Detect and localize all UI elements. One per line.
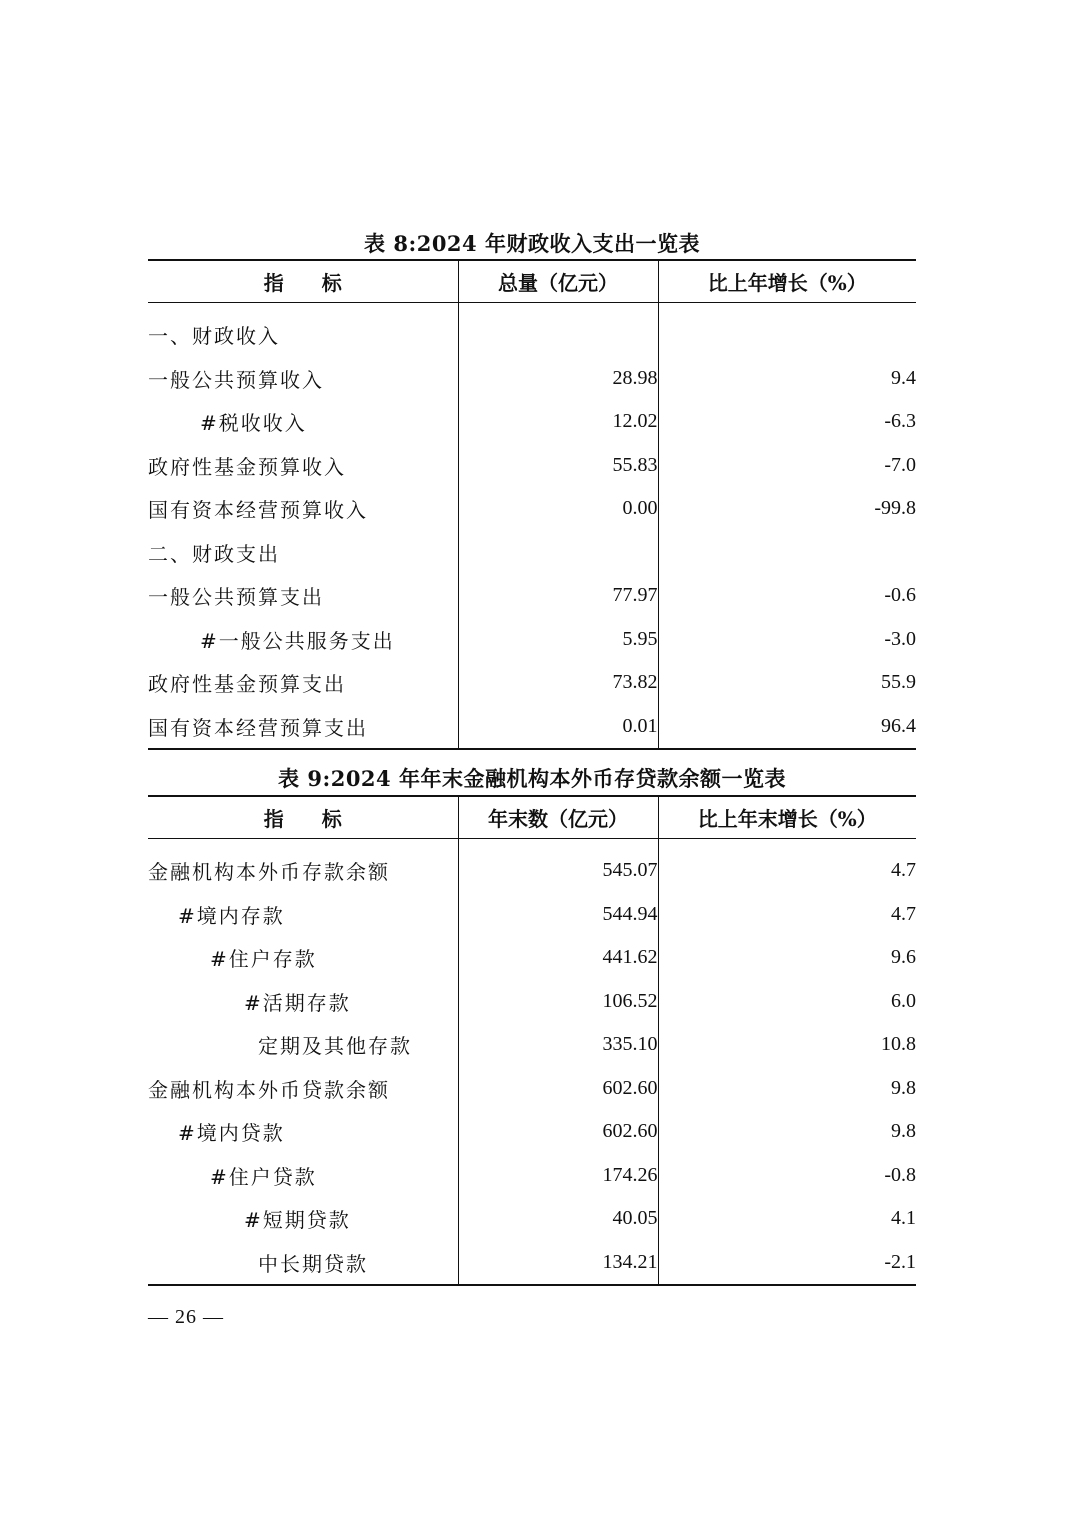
row-label: #住户贷款 — [210, 1164, 317, 1189]
table-row — [148, 357, 916, 401]
row-growth: -0.8 — [658, 1154, 916, 1198]
table-row — [148, 1023, 916, 1067]
table-row — [148, 574, 916, 618]
row-growth: -2.1 — [658, 1241, 916, 1286]
row-label: #短期贷款 — [244, 1208, 351, 1233]
row-label: #住户存款 — [210, 947, 317, 972]
row-value: 73.82 — [458, 661, 658, 705]
row-label: 一、财政收入 — [148, 324, 280, 349]
row-value: 77.97 — [458, 574, 658, 618]
row-label: #境内存款 — [178, 903, 285, 928]
row-growth: 96.4 — [658, 705, 916, 750]
table-row — [148, 618, 916, 662]
row-growth: 9.6 — [658, 936, 916, 980]
row-value: 12.02 — [458, 400, 658, 444]
table9-header-indicator: 指 标 — [148, 796, 458, 839]
row-label: #境内贷款 — [178, 1121, 285, 1146]
row-growth: -6.3 — [658, 400, 916, 444]
table9-title: 表 9:2024 年年末金融机构本外币存贷款余额一览表 — [278, 766, 786, 791]
row-growth: 55.9 — [658, 661, 916, 705]
table8-header-growth: 比上年增长（%） — [658, 260, 916, 303]
row-value: 0.00 — [458, 487, 658, 531]
row-label: 金融机构本外币存款余额 — [148, 860, 390, 885]
table8-header-total: 总量（亿元） — [458, 260, 658, 303]
table-row — [148, 531, 916, 575]
table9-header-row — [148, 796, 916, 839]
row-value: 106.52 — [458, 980, 658, 1024]
row-value: 602.60 — [458, 1067, 658, 1111]
row-growth: -99.8 — [658, 487, 916, 531]
table-row — [148, 661, 916, 705]
row-value: 544.94 — [458, 893, 658, 937]
row-value: 5.95 — [458, 618, 658, 662]
row-label: 一般公共预算收入 — [148, 367, 324, 392]
row-value: 602.60 — [458, 1110, 658, 1154]
row-growth: 10.8 — [658, 1023, 916, 1067]
row-value: 335.10 — [458, 1023, 658, 1067]
row-value: 28.98 — [458, 357, 658, 401]
table9-header-yearend: 年末数（亿元） — [458, 796, 658, 839]
table-row — [148, 1154, 916, 1198]
row-value — [458, 303, 658, 357]
table-row — [148, 400, 916, 444]
table-row — [148, 1241, 916, 1286]
row-growth: -3.0 — [658, 618, 916, 662]
page-number: — 26 — — [148, 1306, 224, 1328]
row-label: 金融机构本外币贷款余额 — [148, 1077, 390, 1102]
row-value: 0.01 — [458, 705, 658, 750]
row-label: 国有资本经营预算支出 — [148, 705, 458, 750]
row-value: 55.83 — [458, 444, 658, 488]
table-row — [148, 1197, 916, 1241]
row-label: 中长期贷款 — [148, 1241, 458, 1286]
row-label: 一般公共预算支出 — [148, 585, 324, 610]
table-row — [148, 444, 916, 488]
row-label: 定期及其他存款 — [258, 1034, 412, 1059]
row-growth — [658, 531, 916, 575]
table-row — [148, 839, 916, 893]
row-label: 二、财政支出 — [148, 541, 280, 566]
table-row — [148, 705, 916, 750]
row-growth: 9.4 — [658, 357, 916, 401]
row-growth — [658, 303, 916, 357]
row-value: 545.07 — [458, 839, 658, 893]
row-label: #税收收入 — [200, 411, 307, 436]
table8-title: 表 8:2024 年财政收入支出一览表 — [364, 231, 700, 256]
row-value: 441.62 — [458, 936, 658, 980]
row-growth: 9.8 — [658, 1110, 916, 1154]
row-growth: 6.0 — [658, 980, 916, 1024]
row-label: 政府性基金预算支出 — [148, 672, 346, 697]
table-row — [148, 1067, 916, 1111]
row-label: 国有资本经营预算收入 — [148, 498, 368, 523]
row-growth: 4.7 — [658, 893, 916, 937]
row-value — [458, 531, 658, 575]
row-growth: -0.6 — [658, 574, 916, 618]
row-growth: 4.7 — [658, 839, 916, 893]
row-label: #活期存款 — [244, 990, 351, 1015]
table-row — [148, 1110, 916, 1154]
row-growth: -7.0 — [658, 444, 916, 488]
row-label: #一般公共服务支出 — [200, 628, 395, 653]
table9-header-growth: 比上年末增长（%） — [658, 796, 916, 839]
row-value: 40.05 — [458, 1197, 658, 1241]
table9 — [148, 795, 916, 1286]
table8-header-row — [148, 260, 916, 303]
table8 — [148, 259, 916, 750]
table-row — [148, 980, 916, 1024]
table-row — [148, 936, 916, 980]
row-growth: 4.1 — [658, 1197, 916, 1241]
row-label: 政府性基金预算收入 — [148, 454, 346, 479]
table-row — [148, 893, 916, 937]
row-value: 134.21 — [458, 1241, 658, 1286]
table-row — [148, 303, 916, 357]
table8-header-indicator: 指 标 — [148, 260, 458, 303]
row-value: 174.26 — [458, 1154, 658, 1198]
row-growth: 9.8 — [658, 1067, 916, 1111]
table-row — [148, 487, 916, 531]
